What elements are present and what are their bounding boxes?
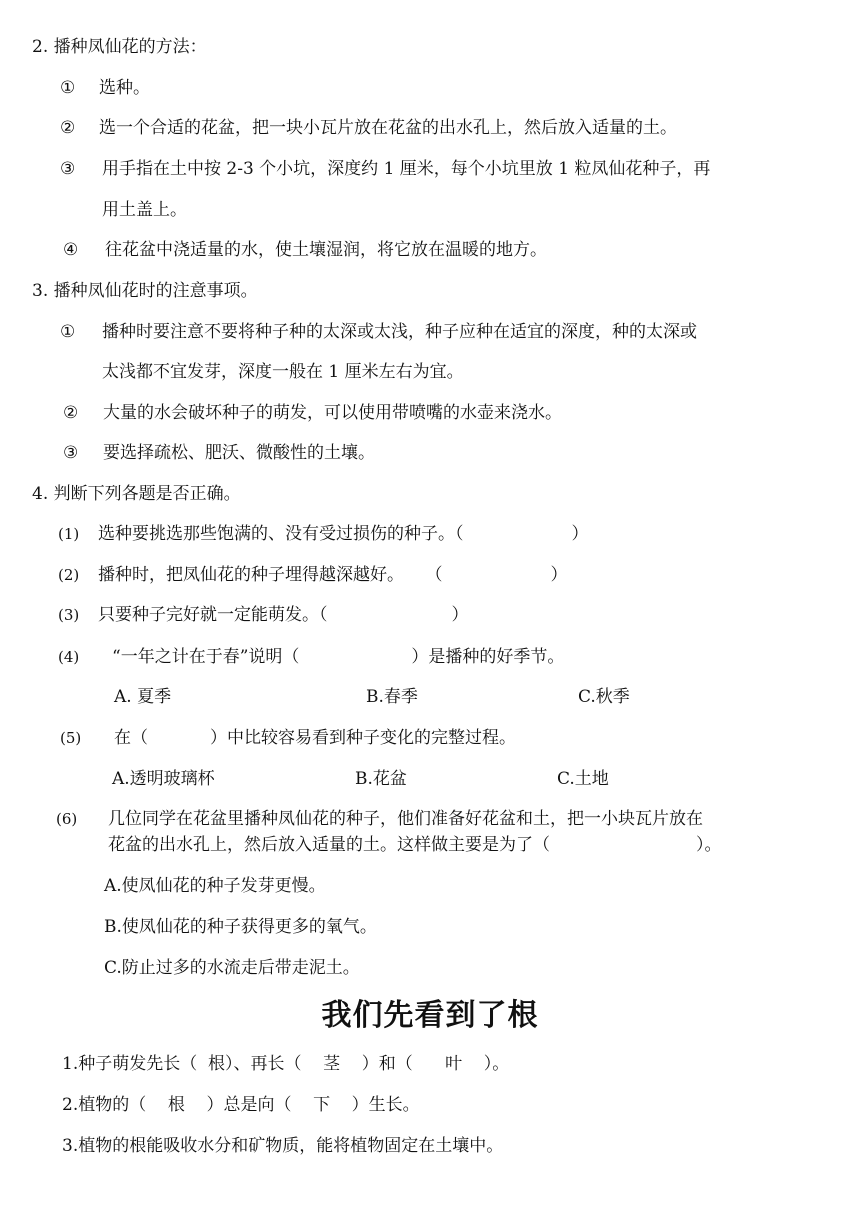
question-number: (6) [56,810,78,828]
section-4-heading: 4. 判断下列各题是否正确。 [32,484,241,504]
section-title: 我们先看到了根 [321,998,539,1033]
note-text: 大量的水会破坏种子的萌发，可以使用带喷嘴的水壶来浇水。 [103,403,562,423]
note-marker: ③ [63,443,79,463]
step-text: 选种。 [99,78,150,98]
question-number: (2) [58,566,80,584]
question-text: 只要种子完好就一定能萌发。（ [98,605,328,625]
step-3 [60,158,710,180]
q6-option-b[interactable]: B.使凤仙花的种子获得更多的氧气。 [104,917,377,937]
question-6-continuation [108,834,722,856]
step-text: 用手指在土中按 2-3 个小坑，深度约 1 厘米，每个小坑里放 1 粒凤仙花种子，再 [102,159,711,179]
roots-line-2: 2.植物的（ 根 ）总是向（ 下 ）生长。 [62,1095,420,1115]
note-1 [60,321,697,343]
question-number: (3) [58,606,80,624]
question-text-tail: ）是播种的好季节。 [411,647,565,667]
q6-option-c[interactable]: C.防止过多的水流走后带走泥土。 [104,958,360,978]
roots-line-3: 3.植物的根能吸收水分和矿物质，能将植物固定在土壤中。 [62,1136,504,1156]
step-text: 往花盆中浇适量的水，使土壤湿润，将它放在温暖的地方。 [105,240,547,260]
close-paren: ） [451,605,469,625]
note-marker: ① [60,322,76,342]
close-paren: ）。 [696,835,722,855]
question-text: 选种要挑选那些饱满的、没有受过损伤的种子。（ [98,524,464,544]
question-text-tail: ）中比较容易看到种子变化的完整过程。 [210,728,516,748]
step-text: 选一个合适的花盆，把一块小瓦片放在花盆的出水孔上，然后放入适量的土。 [99,118,677,138]
note-1-continuation: 太浅都不宜发芽，深度一般在 1 厘米左右为宜。 [102,362,464,382]
note-text: 播种时要注意不要将种子种的太深或太浅，种子应种在适宜的深度，种的太深或 [102,322,697,342]
q5-option-a[interactable]: A.透明玻璃杯 [112,769,215,789]
q5-option-b[interactable]: B.花盆 [355,769,407,789]
note-3 [63,442,375,464]
question-1 [58,523,589,545]
close-paren: ） [571,524,589,544]
step-marker: ③ [60,159,76,179]
step-2 [60,117,677,139]
question-text: 在（ [114,728,148,748]
question-text: 播种时，把凤仙花的种子埋得越深越好。 [98,565,404,585]
question-text: “一年之计在于春”说明（ [112,647,300,667]
question-number: (5) [60,729,82,747]
question-text: 几位同学在花盆里播种凤仙花的种子，他们准备好花盆和土，把一小块瓦片放在 [108,809,703,829]
section-3-heading: 3. 播种凤仙花时的注意事项。 [32,281,258,301]
roots-line-1: 1.种子萌发先长（ 根）、再长（ 茎 ）和（ 叶 ）。 [62,1054,510,1074]
note-2 [63,402,562,424]
question-text: 花盆的出水孔上，然后放入适量的土。这样做主要是为了（ [108,835,550,855]
q5-option-c[interactable]: C.土地 [557,769,609,789]
step-1 [60,77,150,99]
q6-option-a[interactable]: A.使凤仙花的种子发芽更慢。 [104,876,326,896]
q4-option-a[interactable]: A. 夏季 [114,687,172,707]
step-marker: ④ [63,240,79,260]
step-4 [63,239,547,261]
question-6 [56,808,703,830]
step-marker: ② [60,118,76,138]
q4-option-b[interactable]: B.春季 [366,687,418,707]
step-3-continuation: 用土盖上。 [102,200,187,220]
close-paren: ） [550,565,568,585]
question-number: (4) [58,648,80,666]
question-5 [60,727,516,749]
question-number: (1) [58,525,80,543]
note-marker: ② [63,403,79,423]
note-text: 要选择疏松、肥沃、微酸性的土壤。 [103,443,375,463]
question-4 [58,646,564,668]
open-paren: （ [434,565,443,585]
section-2-heading: 2. 播种凤仙花的方法： [32,37,207,57]
question-3 [58,604,469,626]
q4-option-c[interactable]: C.秋季 [578,687,630,707]
question-2 [58,564,568,586]
step-marker: ① [60,78,76,98]
